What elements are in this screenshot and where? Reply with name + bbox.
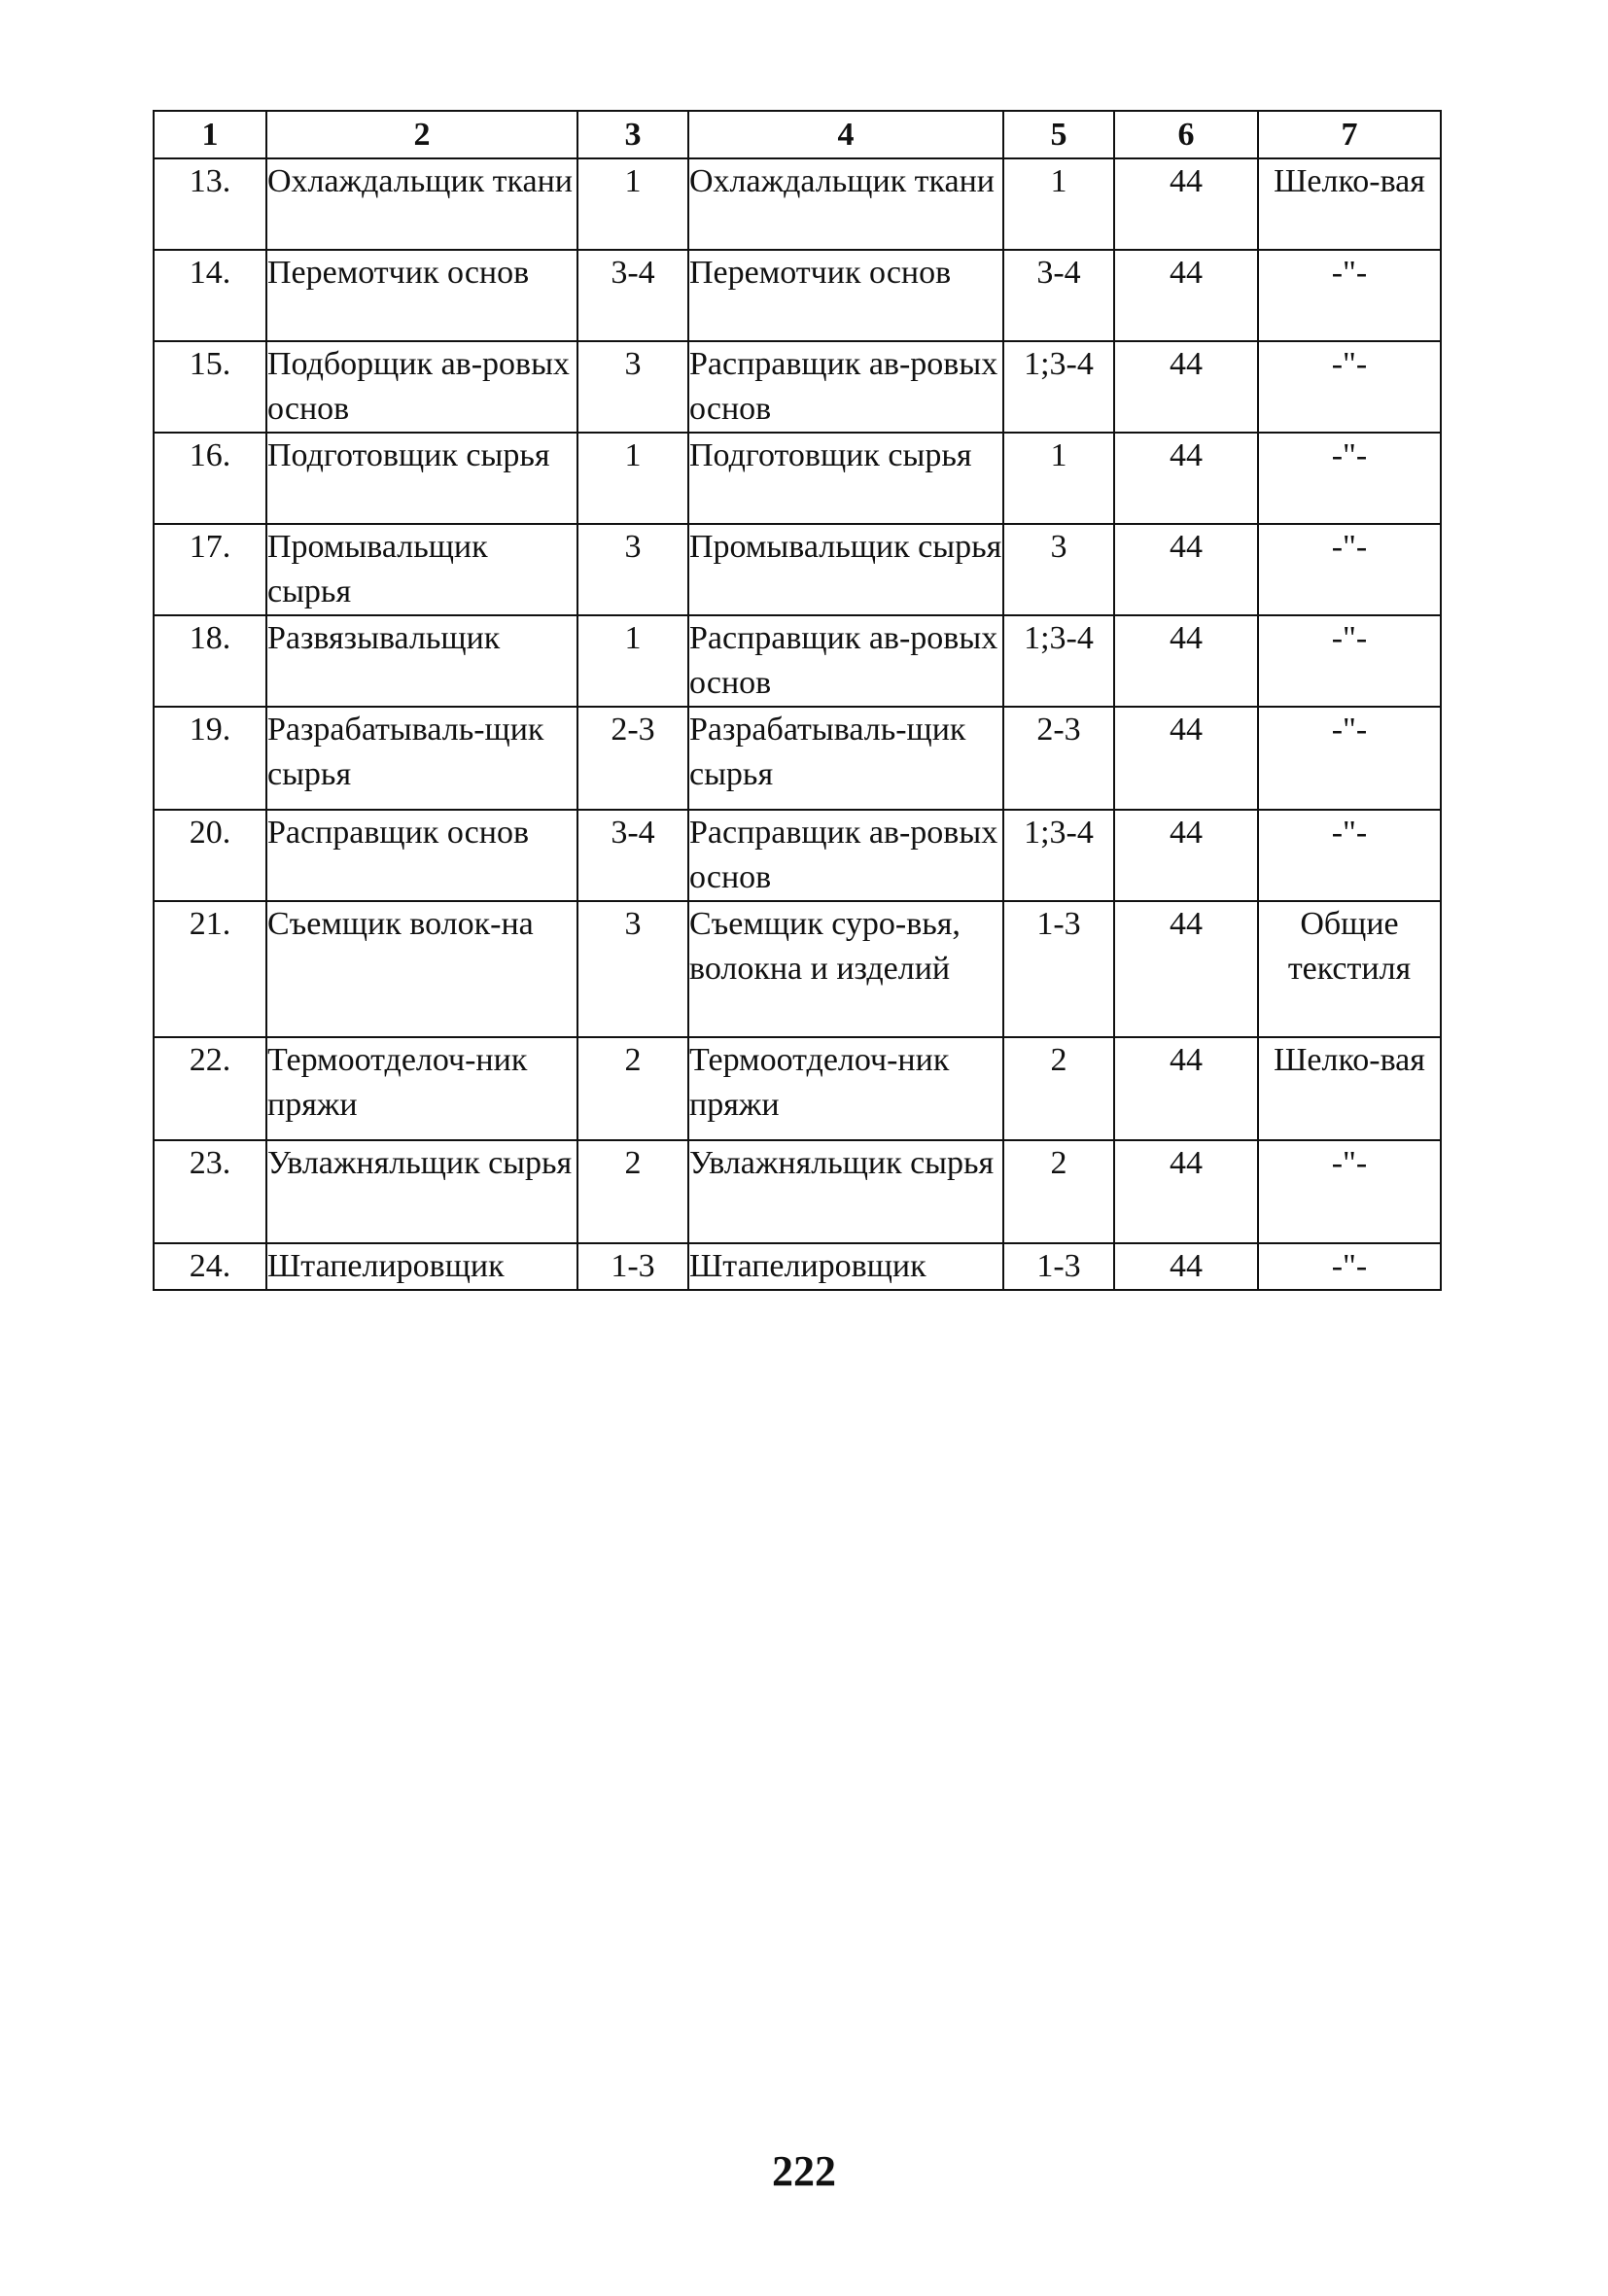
sector: Шелко-вая bbox=[1258, 158, 1441, 250]
profession-old: Термоотделоч-ник пряжи bbox=[266, 1037, 577, 1140]
table-row bbox=[154, 433, 1441, 524]
table-row bbox=[154, 901, 1441, 1037]
hours: 44 bbox=[1114, 1140, 1258, 1243]
profession-old: Подборщик ав-ровых основ bbox=[266, 341, 577, 433]
profession-old: Расправщик основ bbox=[266, 810, 577, 901]
column-header: 1 bbox=[154, 111, 266, 158]
grade-old: 3 bbox=[577, 524, 688, 615]
hours: 44 bbox=[1114, 615, 1258, 707]
hours: 44 bbox=[1114, 250, 1258, 341]
table-row bbox=[154, 1140, 1441, 1243]
table-row bbox=[154, 250, 1441, 341]
hours: 44 bbox=[1114, 433, 1258, 524]
row-number: 24. bbox=[154, 1243, 266, 1290]
grade-new: 3-4 bbox=[1003, 250, 1114, 341]
profession-new: Съемщик суро-вья, волокна и изделий bbox=[688, 901, 1003, 1037]
hours: 44 bbox=[1114, 341, 1258, 433]
grade-new: 1-3 bbox=[1003, 1243, 1114, 1290]
sector: -"- bbox=[1258, 707, 1441, 810]
profession-new: Штапелировщик bbox=[688, 1243, 1003, 1290]
table-row bbox=[154, 341, 1441, 433]
grade-old: 1 bbox=[577, 433, 688, 524]
grade-old: 3-4 bbox=[577, 250, 688, 341]
column-header: 6 bbox=[1114, 111, 1258, 158]
column-header: 5 bbox=[1003, 111, 1114, 158]
page-number: 222 bbox=[772, 2147, 836, 2195]
table-row bbox=[154, 158, 1441, 250]
table-row bbox=[154, 524, 1441, 615]
sector: -"- bbox=[1258, 524, 1441, 615]
profession-new: Расправщик ав-ровых основ bbox=[688, 341, 1003, 433]
grade-old: 3-4 bbox=[577, 810, 688, 901]
profession-new: Подготовщик сырья bbox=[688, 433, 1003, 524]
row-number: 23. bbox=[154, 1140, 266, 1243]
row-number: 14. bbox=[154, 250, 266, 341]
table-row bbox=[154, 1243, 1441, 1290]
profession-new: Расправщик ав-ровых основ bbox=[688, 810, 1003, 901]
grade-old: 2 bbox=[577, 1140, 688, 1243]
grade-new: 2-3 bbox=[1003, 707, 1114, 810]
profession-new: Термоотделоч-ник пряжи bbox=[688, 1037, 1003, 1140]
table-row bbox=[154, 810, 1441, 901]
profession-old: Перемотчик основ bbox=[266, 250, 577, 341]
grade-new: 1;3-4 bbox=[1003, 810, 1114, 901]
sector: -"- bbox=[1258, 250, 1441, 341]
row-number: 15. bbox=[154, 341, 266, 433]
profession-old: Штапелировщик bbox=[266, 1243, 577, 1290]
grade-old: 2 bbox=[577, 1037, 688, 1140]
hours: 44 bbox=[1114, 1037, 1258, 1140]
sector: -"- bbox=[1258, 1243, 1441, 1290]
row-number: 13. bbox=[154, 158, 266, 250]
profession-new: Перемотчик основ bbox=[688, 250, 1003, 341]
column-header: 3 bbox=[577, 111, 688, 158]
grade-old: 3 bbox=[577, 341, 688, 433]
row-number: 17. bbox=[154, 524, 266, 615]
row-number: 22. bbox=[154, 1037, 266, 1140]
row-number: 18. bbox=[154, 615, 266, 707]
row-number: 19. bbox=[154, 707, 266, 810]
profession-new: Охлаждальщик ткани bbox=[688, 158, 1003, 250]
table-row bbox=[154, 1037, 1441, 1140]
profession-new: Промывальщик сырья bbox=[688, 524, 1003, 615]
grade-old: 1 bbox=[577, 615, 688, 707]
hours: 44 bbox=[1114, 158, 1258, 250]
row-number: 20. bbox=[154, 810, 266, 901]
hours: 44 bbox=[1114, 1243, 1258, 1290]
grade-new: 1 bbox=[1003, 158, 1114, 250]
profession-old: Разрабатываль-щик сырья bbox=[266, 707, 577, 810]
hours: 44 bbox=[1114, 810, 1258, 901]
profession-old: Подготовщик сырья bbox=[266, 433, 577, 524]
sector: -"- bbox=[1258, 1140, 1441, 1243]
column-header: 2 bbox=[266, 111, 577, 158]
sector: Шелко-вая bbox=[1258, 1037, 1441, 1140]
profession-old: Развязывальщик bbox=[266, 615, 577, 707]
profession-old: Съемщик волок-на bbox=[266, 901, 577, 1037]
header-row bbox=[154, 111, 1441, 158]
grade-new: 1;3-4 bbox=[1003, 615, 1114, 707]
sector: Общие текстиля bbox=[1258, 901, 1441, 1037]
table-row bbox=[154, 707, 1441, 810]
grade-new: 2 bbox=[1003, 1140, 1114, 1243]
sector: -"- bbox=[1258, 615, 1441, 707]
sector: -"- bbox=[1258, 810, 1441, 901]
hours: 44 bbox=[1114, 524, 1258, 615]
grade-new: 3 bbox=[1003, 524, 1114, 615]
hours: 44 bbox=[1114, 901, 1258, 1037]
row-number: 21. bbox=[154, 901, 266, 1037]
grade-new: 1;3-4 bbox=[1003, 341, 1114, 433]
profession-new: Расправщик ав-ровых основ bbox=[688, 615, 1003, 707]
column-header: 4 bbox=[688, 111, 1003, 158]
grade-new: 1 bbox=[1003, 433, 1114, 524]
profession-new: Увлажняльщик сырья bbox=[688, 1140, 1003, 1243]
table-row bbox=[154, 615, 1441, 707]
grade-old: 2-3 bbox=[577, 707, 688, 810]
grade-old: 1 bbox=[577, 158, 688, 250]
grade-old: 1-3 bbox=[577, 1243, 688, 1290]
grade-new: 2 bbox=[1003, 1037, 1114, 1140]
profession-old: Охлаждальщик ткани bbox=[266, 158, 577, 250]
column-header: 7 bbox=[1258, 111, 1441, 158]
grade-old: 3 bbox=[577, 901, 688, 1037]
row-number: 16. bbox=[154, 433, 266, 524]
grade-new: 1-3 bbox=[1003, 901, 1114, 1037]
professions-table bbox=[153, 110, 1442, 1291]
profession-old: Промывальщик сырья bbox=[266, 524, 577, 615]
sector: -"- bbox=[1258, 433, 1441, 524]
hours: 44 bbox=[1114, 707, 1258, 810]
sector: -"- bbox=[1258, 341, 1441, 433]
profession-new: Разрабатываль-щик сырья bbox=[688, 707, 1003, 810]
profession-old: Увлажняльщик сырья bbox=[266, 1140, 577, 1243]
